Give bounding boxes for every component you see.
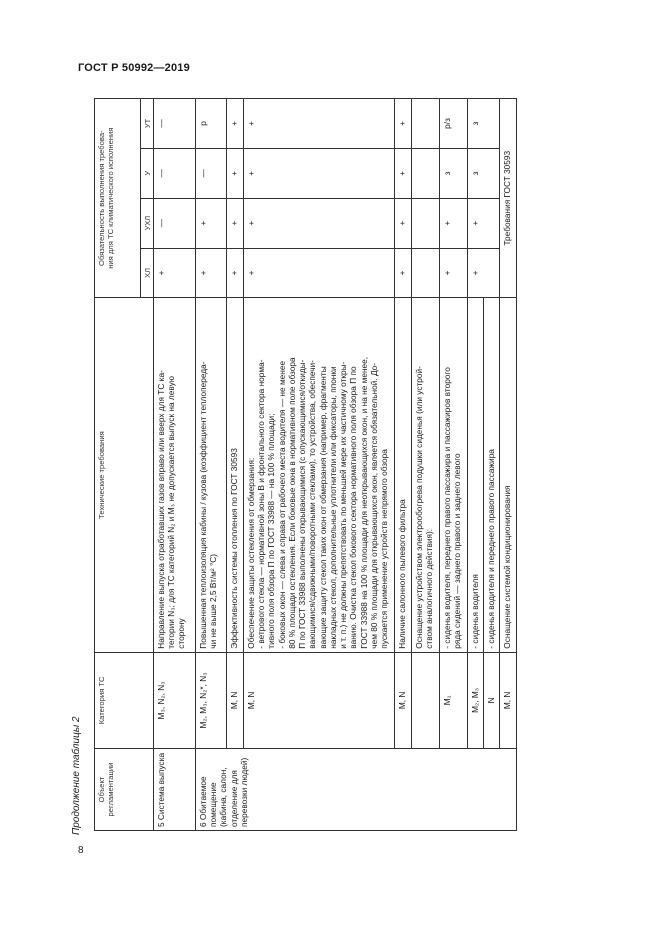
requirement-cell: Направление выпуска отработавших газов вправо или вверх для ТС ка- тегории N₃; для ТС категорий N₂ и M₃ не допускается выпуск на левую сторону: [154, 298, 196, 652]
mark-cell: +: [244, 148, 395, 198]
mark-cell: р: [196, 99, 227, 149]
category-cell: M, N: [395, 652, 412, 748]
table-row: [227, 99, 244, 831]
mark-cell: +: [395, 248, 412, 298]
table-row: [244, 99, 395, 831]
climate-header-u: У: [141, 148, 154, 198]
mark-cell: +: [468, 198, 500, 248]
gost-reference-cell: Требования ГОСТ 30593: [500, 99, 517, 298]
requirement-cell: - сиденья водителя и переднего правого пассажира: [484, 298, 500, 652]
climate-header-uhl: УХЛ: [141, 198, 154, 248]
object-cell: 5 Система выпуска: [154, 749, 196, 831]
category-cell: M, N: [500, 652, 517, 748]
table-row: [440, 99, 468, 831]
mark-cell: +: [227, 99, 244, 149]
mark-cell: —: [196, 148, 227, 198]
object-cell: 6 Обитаемое помещение (кабина, салон, отделение для перевозки людей): [196, 749, 517, 831]
mark-cell: +: [440, 248, 468, 298]
mark-cell: [412, 99, 440, 149]
table-row: [500, 99, 517, 831]
mark-cell: +: [244, 248, 395, 298]
requirement-cell: Наличие салонного пылевого фильтра: [395, 298, 412, 652]
mark-cell: з: [440, 148, 468, 198]
column-header-requirements: Технические требования: [95, 298, 154, 652]
climate-header-ut: УТ: [141, 99, 154, 149]
category-cell: M₁: [440, 652, 468, 748]
mark-cell: +: [227, 198, 244, 248]
requirement-cell: - сиденья водителя, переднего правого пассажира и пассажиров второго ряда сидений — заднего правого и заднего левого: [440, 298, 468, 652]
category-cell: M₂, M₃, N₂*, N₃: [196, 652, 227, 748]
column-header-object: Объект регламентации: [95, 749, 154, 831]
mark-cell: —: [154, 99, 196, 149]
mark-cell: —: [154, 198, 196, 248]
mark-cell: [412, 198, 440, 248]
table-continuation-caption: Продолжение таблицы 2: [71, 716, 82, 835]
mark-cell: з: [468, 99, 500, 149]
document-code: ГОСТ Р 50992—2019: [78, 62, 190, 74]
mark-cell: [412, 248, 440, 298]
table-row: [154, 99, 196, 831]
page-number: 8: [78, 845, 84, 856]
table-row: [196, 99, 227, 831]
category-cell: N: [484, 652, 500, 748]
mark-cell: +: [196, 248, 227, 298]
requirement-cell: Эффективность системы отопления по ГОСТ 30593: [227, 298, 244, 652]
mark-cell: +: [196, 198, 227, 248]
mark-cell: +: [395, 99, 412, 149]
table-row: [395, 99, 412, 831]
mark-cell: [412, 148, 440, 198]
category-cell: M, N: [227, 652, 244, 748]
mark-cell: —: [154, 148, 196, 198]
category-cell: M₂, M₃: [468, 652, 484, 748]
category-cell: M₃, N₂, N₃: [154, 652, 196, 748]
requirement-cell: Оснащение устройством электрообогрева подушки сиденья (или устрой- ством аналогичного действия):: [412, 298, 440, 652]
table-row: [412, 99, 440, 831]
mark-cell: +: [468, 248, 500, 298]
requirement-cell: Повышенная теплоизоляция кабины / кузова (коэффициент теплопереда- чи не выше 2,5 Вт/м² °С): [196, 298, 227, 652]
mark-cell: +: [395, 148, 412, 198]
mark-cell: +: [244, 198, 395, 248]
category-cell: [412, 652, 440, 748]
climate-header-hl: ХЛ: [141, 248, 154, 298]
mark-cell: +: [154, 248, 196, 298]
requirement-cell: - сиденья водителя: [468, 298, 484, 652]
requirements-table: [94, 98, 517, 831]
table-row: [468, 99, 484, 831]
requirement-cell: Обеспечение защиты остекления от обмерзания: - ветрового стекла — нормативной зоны В и фронтального сектора норма- тивного поля обзора П по ГОСТ 33988 — на 100 % площади; - боковых окон — слева и справа от рабочего места водителя — не менее 80 % площади остекления. Если боковые окна в нормативном поле обзора П по ГОСТ 33988 выполнены открывающимися (с опускающимися/откиды- вающимися/сдвижными/поворотными стеклами), то устройства, обеспечи- вающие защиту стекол таких окон от обмерзания (например, фрагменты накладных стекол, дополнительные уплотнители или фиксаторы, ппонки и т. п.) не должны препятствовать по меньшей мере их частичному откры- ванию. Очистка стекол бокового сектора нормативного поля обзора П по ГОСТ 33988 на 100 % площади для неоткрывающихся окон, и на не менее, чем 80 % площади для открывающихся окон, является обязательной. До- пускается применение устройств непрямого обзора: [244, 298, 395, 652]
mark-cell: р/з: [440, 99, 468, 149]
rotated-table-container: [94, 98, 562, 831]
mark-cell: +: [244, 99, 395, 149]
requirement-cell: Оснащение системой кондиционирования: [500, 298, 517, 652]
category-cell: M, N: [244, 652, 395, 748]
mark-cell: з: [468, 148, 500, 198]
mark-cell: +: [440, 198, 468, 248]
column-header-obligation: Обязательность выполнения требова- ния для ТС климатического исполнения: [95, 99, 141, 298]
column-header-category: Категория ТС: [95, 652, 154, 748]
mark-cell: +: [227, 148, 244, 198]
mark-cell: +: [227, 248, 244, 298]
mark-cell: +: [395, 198, 412, 248]
